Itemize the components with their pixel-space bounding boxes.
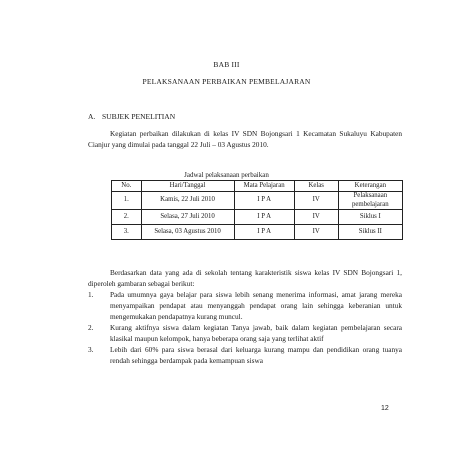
characteristics-paragraph: Berdasarkan data yang ada di sekolah tentang karakteristik siswa kelas IV SDN Bojongsari 1, diperoleh gambaran sebagai berikut: bbox=[88, 268, 402, 288]
header-subject: Mata Pelajaran bbox=[234, 181, 294, 192]
cell-no: 3. bbox=[112, 225, 142, 240]
cell-subject: I P A bbox=[234, 192, 294, 210]
section-letter: A. bbox=[88, 112, 96, 121]
list-item-number: 3. bbox=[88, 345, 94, 354]
list-item bbox=[88, 344, 402, 366]
cell-class: IV bbox=[294, 192, 338, 210]
table-row bbox=[112, 210, 403, 225]
table-row bbox=[112, 225, 403, 240]
section-heading bbox=[88, 112, 175, 121]
list-item-text: Kurang aktifnya siswa dalam kegiatan Tanya jawab, baik dalam kegiatan pembelajaran secara klasikal maupun kelompok, hanya beberapa orang saja yang terlihat aktif bbox=[110, 323, 402, 343]
header-date: Hari/Tanggal bbox=[141, 181, 234, 192]
table-header-row bbox=[112, 181, 403, 192]
list-item bbox=[88, 289, 402, 322]
cell-note: Siklus I bbox=[338, 210, 402, 225]
list-item-text: Lebih dari 60% para siswa berasal dari keluarga kurang mampu dan pendidikan orang tuanya rendah sehingga berdampak pada kemampuan siswa bbox=[110, 345, 402, 365]
list-item-number: 2. bbox=[88, 323, 94, 332]
cell-date: Kamis, 22 Juli 2010 bbox=[141, 192, 234, 210]
chapter-title: PELAKSANAAN PERBAIKAN PEMBELAJARAN bbox=[142, 77, 311, 86]
section-title: SUBJEK PENELITIAN bbox=[102, 112, 176, 121]
cell-class: IV bbox=[294, 225, 338, 240]
header-class: Kelas bbox=[294, 181, 338, 192]
header-note: Keterangan bbox=[338, 181, 402, 192]
intro-paragraph: Kegiatan perbaikan dilakukan di kelas IV SDN Bojongsari 1 Kecamatan Sukaluyu Kabupaten Cianjur yang dimulai pada tanggal 22 Juli – 03 Agustus 2010. bbox=[88, 129, 402, 149]
table-caption: Jadwal pelaksanaan perbaikan bbox=[184, 171, 269, 179]
cell-note: Siklus II bbox=[338, 225, 402, 240]
table-row bbox=[112, 192, 403, 210]
page-number: 12 bbox=[381, 405, 389, 412]
characteristics-list bbox=[88, 289, 402, 366]
cell-no: 2. bbox=[112, 210, 142, 225]
cell-date: Selasa, 03 Agustus 2010 bbox=[141, 225, 234, 240]
cell-subject: I P A bbox=[234, 225, 294, 240]
chapter-label: BAB III bbox=[213, 60, 240, 69]
list-item-text: Pada umumnya gaya belajar para siswa lebih senang menerima informasi, amat jarang mereka menyampaikan pendapat atau menyanggah pendapat orang lain sehingga keberanian untuk mengemukakan pendapatnya kurang muncul. bbox=[110, 290, 402, 321]
list-item-number: 1. bbox=[88, 290, 94, 299]
cell-subject: I P A bbox=[234, 210, 294, 225]
cell-class: IV bbox=[294, 210, 338, 225]
cell-no: 1. bbox=[112, 192, 142, 210]
cell-note: Pelaksanaan pembelajaran bbox=[338, 192, 402, 210]
cell-date: Selasa, 27 Juli 2010 bbox=[141, 210, 234, 225]
header-no: No. bbox=[112, 181, 142, 192]
schedule-table bbox=[111, 180, 403, 240]
list-item bbox=[88, 322, 402, 344]
